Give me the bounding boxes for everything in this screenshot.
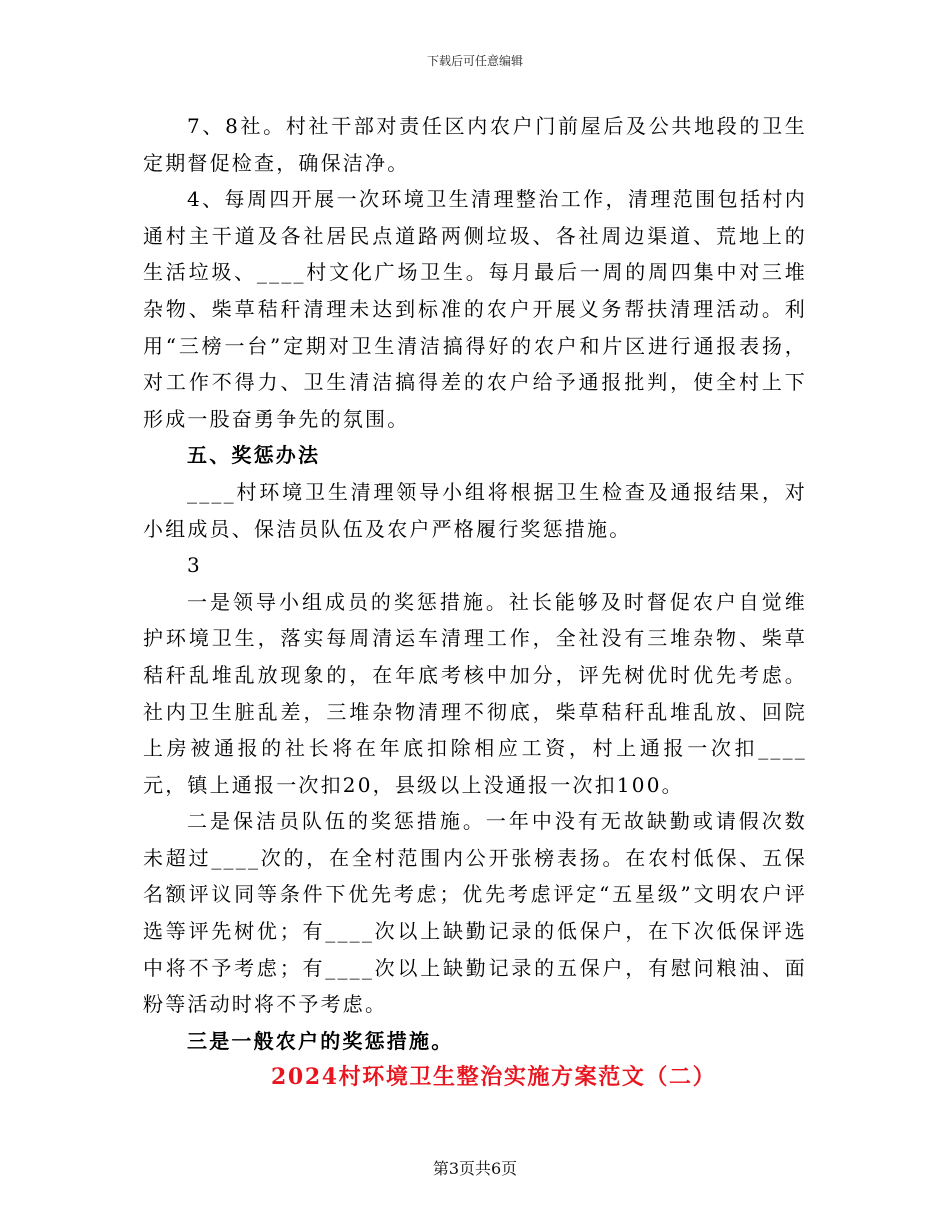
section-title: 2024村环境卫生整治实施方案范文（二）: [271, 1064, 717, 1091]
paragraph-farmers-measures: 三是一般农户的奖惩措施。: [187, 1028, 454, 1053]
paragraph-cleaners-measures: 二是保洁员队伍的奖惩措施。一年中没有无故缺勤或请假次数未超过____次的，在全村范围内公开张榜表扬。在农村低保、五保名额评议同等条件下优先考虑；优先考虑评定“五星级”文明农户评选等评先树优；有____次以上缺勤记录的低保户，在下次低保评选中将不予考虑；有____次以上缺勤记录的五保户，有慰问粮油、面粉等活动时将不予考虑。: [143, 809, 807, 1017]
page-header: 下载后可任意编辑: [426, 54, 523, 68]
paragraph-item-4: 4、每周四开展一次环境卫生清理整治工作，清理范围包括村内通村主干道及各社居民点道路两侧垃圾、各社周边渠道、荒地上的生活垃圾、____村文化广场卫生。每月最后一周的周四集中对三堆杂物、柴草秸秆清理未达到标准的农户开展义务帮扶清理活动。利用“三榜一台”定期对卫生清洁搞得好的农户和片区进行通报表扬，对工作不得力、卫生清洁搞得差的农户给予通报批判，使全村上下形成一股奋勇争先的氛围。: [143, 187, 807, 431]
document-body: [143, 108, 807, 1095]
paragraph-leaders-measures: 一是领导小组成员的奖惩措施。社长能够及时督促农户自觉维护环境卫生，落实每周清运车清理工作，全社没有三堆杂物、柴草秸秆乱堆乱放现象的，在年底考核中加分，评先树优时优先考虑。社内卫生脏乱差，三堆杂物清理不彻底，柴草秸秆乱堆乱放、回院上房被通报的社长将在年底扣除相应工资，村上通报一次扣____元，镇上通报一次扣20，县级以上没通报一次扣100。: [143, 589, 807, 797]
section-heading-rewards: 五、奖惩办法: [187, 443, 321, 468]
paragraph-number-3: 3: [187, 553, 202, 578]
paragraph-rewards-intro: ____村环境卫生清理领导小组将根据卫生检查及通报结果，对小组成员、保洁员队伍及农户严格履行奖惩措施。: [143, 479, 807, 541]
page-footer: 第3页共6页: [432, 1159, 518, 1178]
paragraph-item-7-8: 7、8社。村社干部对责任区内农户门前屋后及公共地段的卫生定期督促检查，确保洁净。: [143, 114, 807, 175]
